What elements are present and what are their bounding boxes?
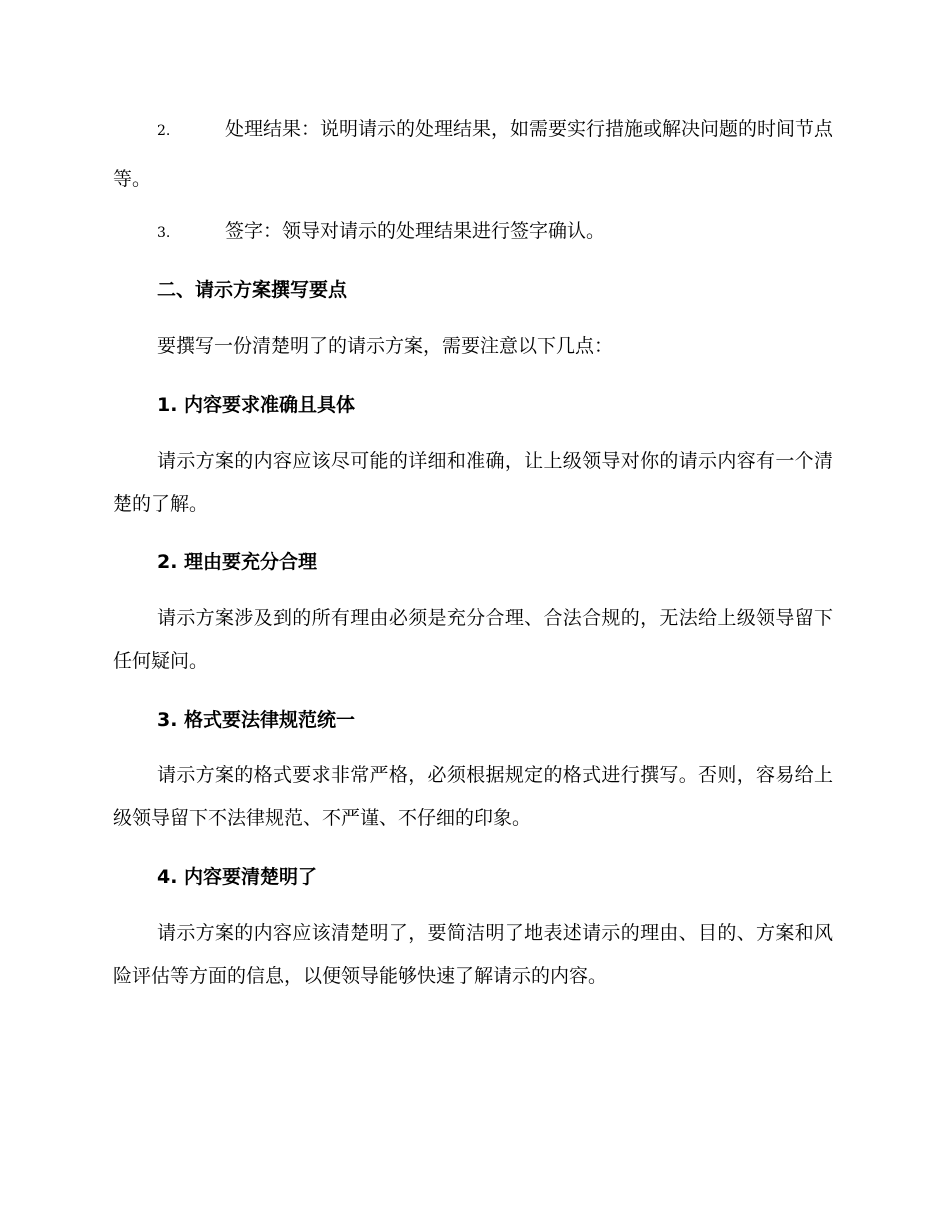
process-item-2 <box>113 105 833 203</box>
point-3-body: 请示方案的格式要求非常严格，必须根据规定的格式进行撰写。否则，容易给上级领导留下不法律规范、不严谨、不仔细的印象。 <box>113 764 833 829</box>
point-2-title: 2. 理由要充分合理 <box>157 551 318 573</box>
process-item-text: 签字：领导对请示的处理结果进行签字确认。 <box>225 220 606 242</box>
point-1-body: 请示方案的内容应该尽可能的详细和准确，让上级领导对你的请示内容有一个清楚的了解。 <box>113 450 833 515</box>
process-item-3 <box>113 207 833 257</box>
section-heading: 二、请示方案撰写要点 <box>157 279 348 301</box>
point-2-body: 请示方案涉及到的所有理由必须是充分合理、合法合规的，无法给上级领导留下任何疑问。 <box>113 607 833 672</box>
point-1-title: 1. 内容要求准确且具体 <box>157 394 356 416</box>
intro-paragraph: 要撰写一份清楚明了的请示方案，需要注意以下几点： <box>157 335 614 357</box>
point-4-body: 请示方案的内容应该清楚明了，要简洁明了地表述请示的理由、目的、方案和风险评估等方面的信息，以便领导能够快速了解请示的内容。 <box>113 922 833 987</box>
process-item-number: 3. <box>157 225 171 241</box>
point-4-title: 4. 内容要清楚明了 <box>157 866 318 888</box>
point-3-title: 3. 格式要法律规范统一 <box>157 709 356 731</box>
process-item-text: 处理结果：说明请示的处理结果，如需要实行措施或解决问题的时间节点等。 <box>113 118 834 190</box>
process-item-number: 2. <box>157 123 171 139</box>
